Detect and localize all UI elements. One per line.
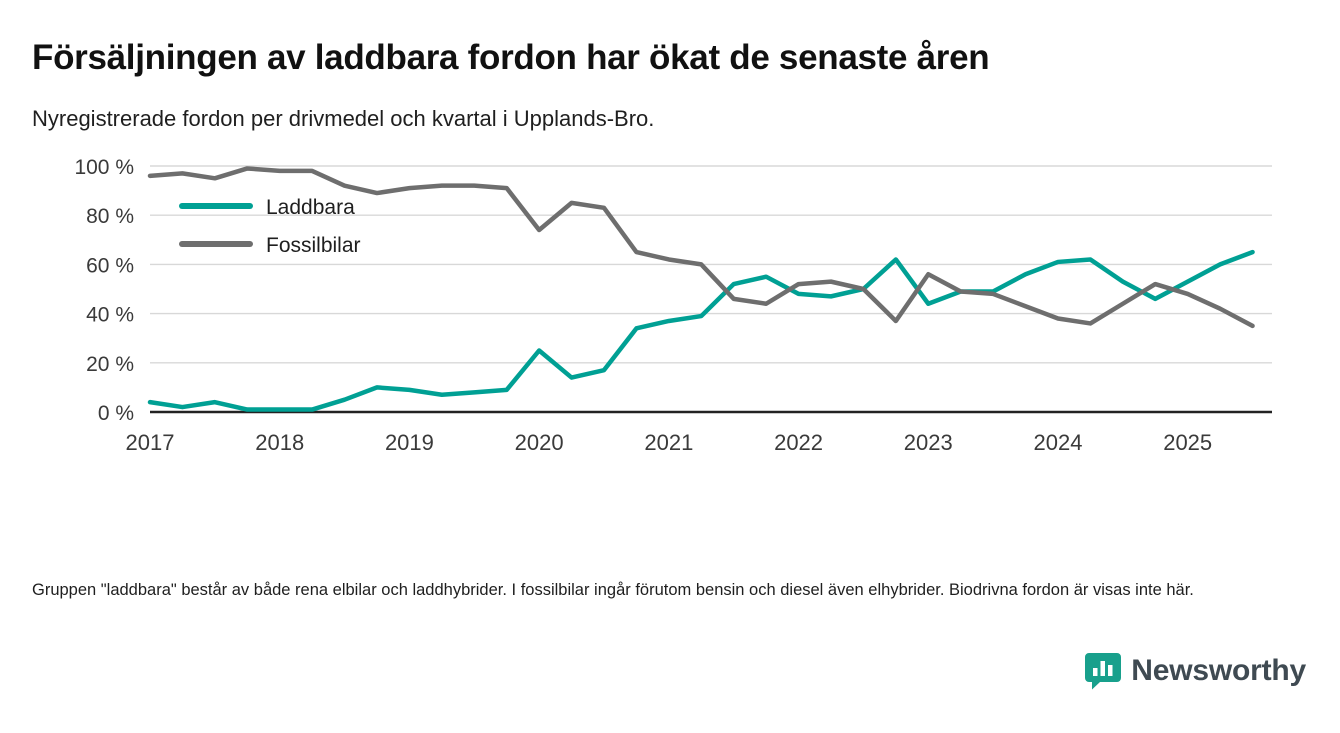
chart-container xyxy=(32,154,1308,484)
legend-label-laddbara: Laddbara xyxy=(266,196,355,219)
y-axis-tick-label: 100 % xyxy=(74,156,134,179)
legend-label-fossilbilar: Fossilbilar xyxy=(266,234,361,257)
x-axis-tick-label: 2020 xyxy=(514,430,564,455)
y-axis-tick-label: 40 % xyxy=(86,303,134,327)
series-line-laddbara xyxy=(150,252,1253,409)
brand-name: Newsworthy xyxy=(1131,654,1306,687)
y-axis-tick-label: 20 % xyxy=(86,352,134,376)
page-title: Försäljningen av laddbara fordon har ökat de senaste åren xyxy=(32,38,990,77)
line-chart xyxy=(32,154,1308,484)
y-axis-tick-label: 0 % xyxy=(97,402,134,425)
chart-footnote: Gruppen "laddbara" består av både rena elbilar och laddhybrider. I fossilbilar ingår förutom bensin och diesel även elhybrider. Biodrivna fordon är visas inte här. xyxy=(32,580,1194,599)
brand-logo xyxy=(1084,652,1306,690)
y-axis-tick-label: 60 % xyxy=(86,254,134,278)
bar-chart-bubble-icon xyxy=(1084,652,1122,690)
x-axis-tick-label: 2025 xyxy=(1163,430,1213,455)
y-axis-tick-label: 80 % xyxy=(86,205,134,229)
x-axis-tick-label: 2019 xyxy=(384,430,434,455)
x-axis-tick-label: 2017 xyxy=(125,430,175,455)
x-axis-tick-label: 2018 xyxy=(255,430,305,455)
x-axis-tick-label: 2024 xyxy=(1033,430,1083,455)
page-subtitle: Nyregistrerade fordon per drivmedel och kvartal i Upplands-Bro. xyxy=(32,106,655,131)
x-axis-tick-label: 2021 xyxy=(644,430,694,455)
x-axis-tick-label: 2023 xyxy=(903,430,953,455)
x-axis-tick-label: 2022 xyxy=(774,430,824,455)
